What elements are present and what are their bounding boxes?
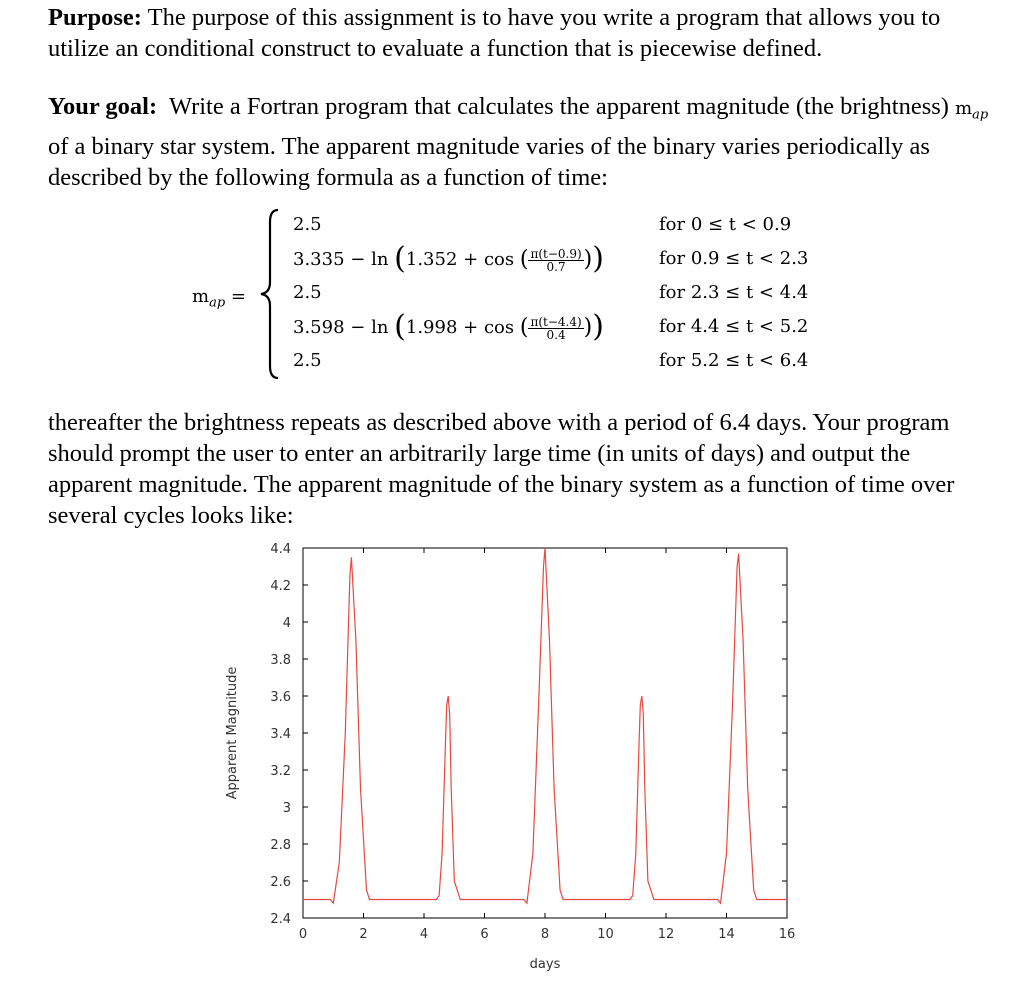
y-tick-label: 4 <box>282 616 291 631</box>
purpose-text: The purpose of this assignment is to have you write a program that allows you to utilize an conditional construct to evaluate a function that is piecewise defined. <box>48 4 941 62</box>
x-tick-label: 2 <box>359 927 368 942</box>
x-tick-label: 8 <box>540 927 550 942</box>
case-row-1: 2.5 <box>293 214 322 235</box>
y-tick-label: 2.8 <box>270 838 291 853</box>
left-brace-icon <box>258 208 280 380</box>
x-tick-label: 6 <box>480 927 489 942</box>
y-tick-label: 3.4 <box>270 727 291 742</box>
y-tick-label: 2.6 <box>270 875 291 890</box>
y-tick-label: 3.6 <box>270 690 291 705</box>
x-axis-label: days <box>529 957 561 972</box>
case-condition-4: for 4.4 ≤ t < 5.2 <box>659 316 809 337</box>
case-condition-3: for 2.3 ≤ t < 4.4 <box>659 282 809 303</box>
after-paragraph: thereafter the brightness repeats as described above with a period of 6.4 days. Your program should prompt the user to enter an arbitrarily large time (in units of days) and output the apparent magnitude. The apparent magnitude of the binary system as a function of time over several cycles looks like: <box>48 409 955 529</box>
case-row-4: 3.598 − ln (1.998 + cos ( $\frac{\pi(t-4.4)}{0.4}$ )) <box>293 309 604 344</box>
plot-frame <box>303 548 787 918</box>
case-row-3: 2.5 <box>293 282 322 303</box>
y-tick-label: 4.4 <box>270 542 291 557</box>
goal-text-after: of a binary star system. The apparent magnitude varies of the binary varies periodically as described by the following formula as a function of time: <box>48 132 930 191</box>
goal-text-before: Write a Fortran program that calculates the apparent magnitude (the brightness) <box>168 93 949 120</box>
y-tick-label: 3.8 <box>270 653 291 668</box>
magnitude-chart <box>215 532 805 982</box>
series-line <box>303 548 787 903</box>
x-tick-label: 16 <box>778 927 796 942</box>
y-tick-label: 2.4 <box>270 912 291 927</box>
case-condition-1: for 0 ≤ t < 0.9 <box>659 214 792 235</box>
y-tick-label: 3.2 <box>270 764 291 779</box>
case-condition-5: for 5.2 ≤ t < 6.4 <box>659 350 809 371</box>
purpose-paragraph <box>48 2 998 64</box>
case-condition-2: for 0.9 ≤ t < 2.3 <box>659 248 809 269</box>
case-row-5: 2.5 <box>293 350 322 371</box>
map-symbol: $m_{ap}$ <box>955 98 989 123</box>
x-tick-label: 14 <box>718 927 735 942</box>
case-row-2: 3.335 − ln (1.352 + cos ( $\frac{\pi(t-0.9)}{0.7}$ )) <box>293 241 604 276</box>
y-tick-label: 4.2 <box>270 579 291 594</box>
x-tick-label: 10 <box>597 927 614 942</box>
goal-paragraph <box>48 91 998 193</box>
purpose-label: Purpose: <box>48 4 142 31</box>
equation-lhs: $m_{ap}$ = <box>192 286 246 311</box>
x-tick-label: 4 <box>419 927 429 942</box>
piecewise-equation <box>0 200 1024 390</box>
goal-label: Your goal: <box>48 93 158 120</box>
x-tick-label: 0 <box>298 927 308 942</box>
y-axis-label: Apparent Magnitude <box>225 666 240 800</box>
x-tick-label: 12 <box>657 927 675 942</box>
y-tick-label: 3 <box>282 801 291 816</box>
